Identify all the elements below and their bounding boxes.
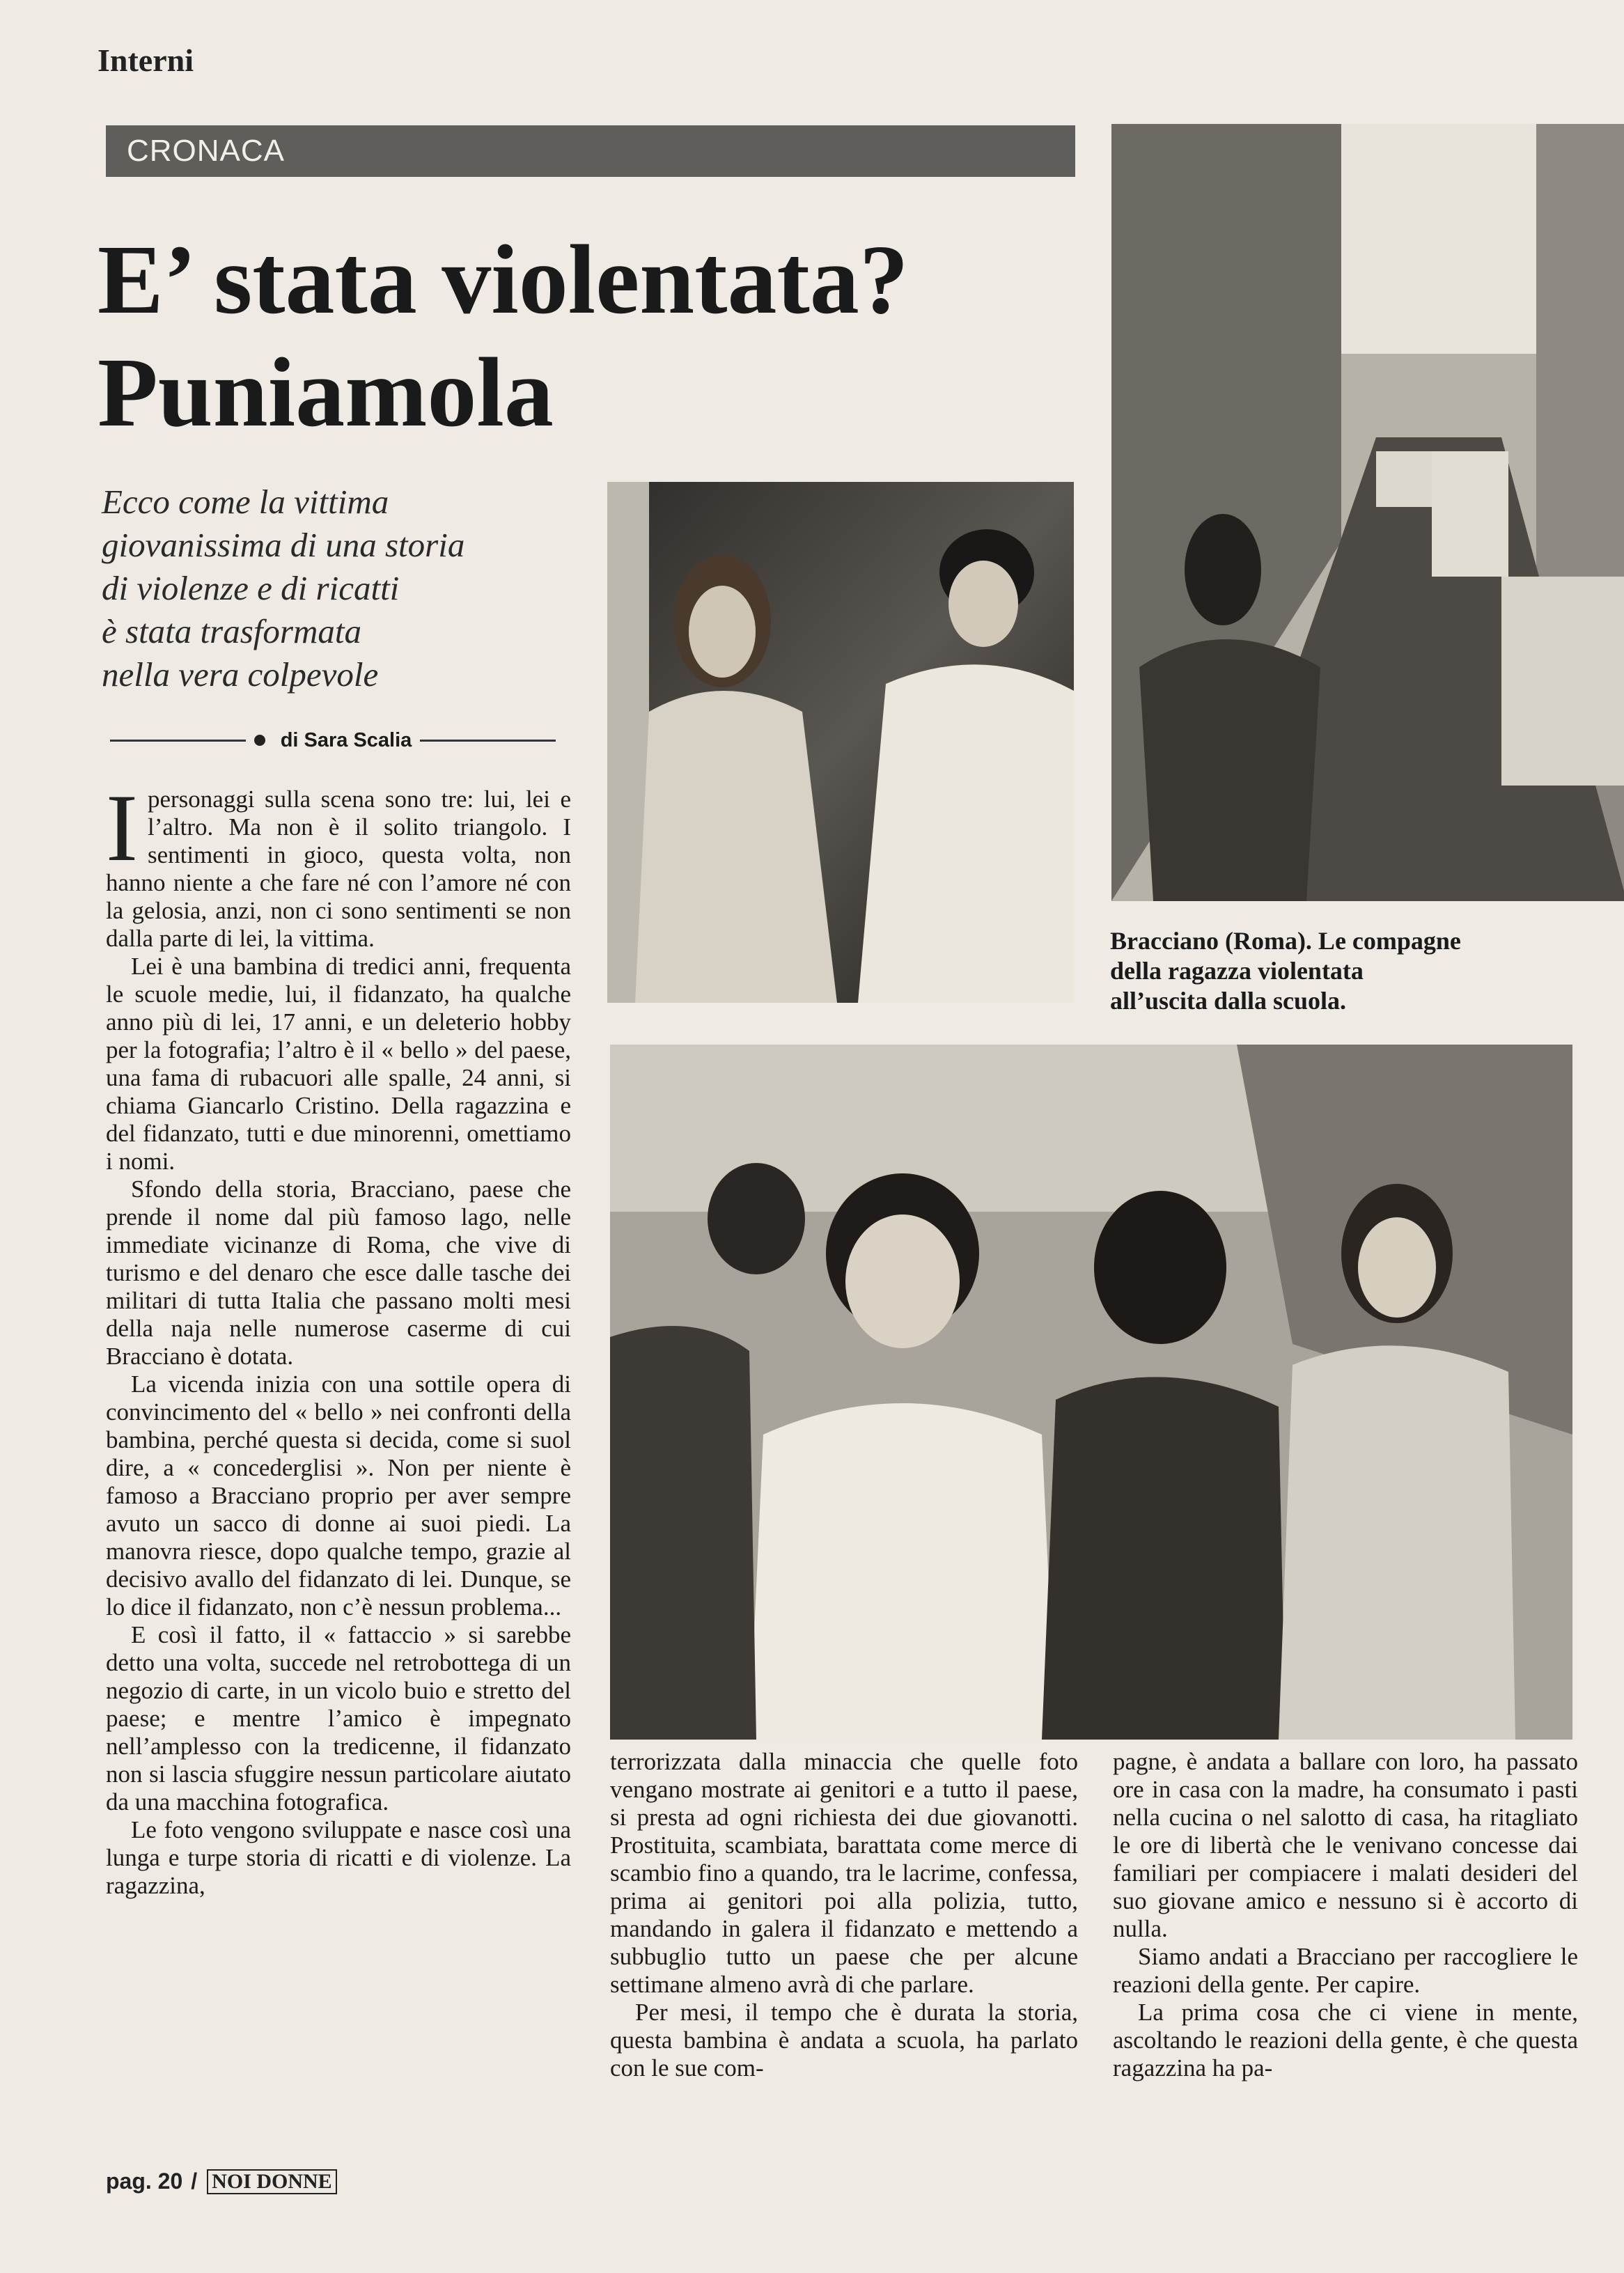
standfirst-line: nella vera colpevole [102, 655, 379, 694]
paragraph: terrorizzata dalla minaccia che quelle foto vengano mostrate ai genitori e a tutto il paese, si presta ad ogni richiesta dei due giovanotti. Prostituita, scambiata, barattata come merce di scambio fino a quando, tra le lacrime, confessa, prima ai genitori poi alla polizia, tutto, mandando in galera il fidanzato e mettendo a subbuglio tutto un paese che per alcune settimane almeno avrà di che parlare. [610, 1748, 1078, 1998]
article-column-1 [106, 774, 571, 1900]
byline-rule-left [110, 740, 246, 742]
caption-line: all’uscita dalla scuola. [1110, 987, 1347, 1015]
paragraph: Le foto vengono sviluppate e nasce così una lunga e turpe storia di ricatti e di violenze. La ragazzina, [106, 1816, 571, 1899]
byline [102, 723, 564, 758]
byline-rule-right [420, 740, 556, 742]
paragraph-text: personaggi sulla scena sono tre: lui, lei e l’altro. Ma non è il solito triangolo. I sentimenti in gioco, questa volta, non hanno niente a che fare né con l’amore né con la gelosia, anzi, non ci sono sentimenti se non dalla parte di lei, la vittima. [106, 786, 571, 952]
paragraph: La vicenda inizia con una sottile opera di convincimento del « bello » nei confronti della bambina, perché questa si decida, come si suol dire, a « concederglisi ». Non per niente è famoso a Bracciano proprio per aver sempre avuto un sacco di donne ai suoi piedi. La manovra riesce, dopo qualche tempo, grazie al decisivo avallo del fidanzato di lei. Dunque, se lo dice il fidanzato, non c’è nessun problema... [106, 1370, 571, 1620]
paragraph: Per mesi, il tempo che è durata la storia, questa bambina è andata a scuola, ha parlato con le sue com- [610, 1999, 1078, 2081]
standfirst-line: è stata trasformata [102, 612, 361, 650]
standfirst-line: Ecco come la vittima [102, 483, 389, 521]
headline-line: Puniamola [97, 337, 554, 447]
standfirst-line: di violenze e di ricatti [102, 569, 400, 607]
photo-students [610, 1045, 1572, 1740]
paragraph [106, 774, 571, 953]
headline-line: E’ stata violentata? [97, 224, 909, 334]
footer-separator: / [191, 2169, 198, 2194]
section-label: Interni [97, 42, 194, 78]
paragraph: Siamo andati a Bracciano per raccogliere le reazioni della gente. Per capire. [1113, 1943, 1578, 1998]
photo-couple [607, 482, 1074, 1003]
standfirst [102, 481, 547, 696]
paragraph: Lei è una bambina di tredici anni, frequenta le scuole medie, lui, il fidanzato, ha qualche anno più di lei, 17 anni, e un deleterio hobby per la fotografia; l’altro è il « bello » del paese, una fama di rubacuori alle spalle, 24 anni, si chiama Giancarlo Cristino. Della ragazzina e del fidanzato, tutti e due minorenni, omettiamo i nomi. [106, 953, 571, 1175]
byline-author: di Sara Scalia [280, 728, 412, 751]
headline [97, 223, 975, 448]
caption-line: Bracciano (Roma). Le compagne [1110, 927, 1461, 955]
photo-street [1111, 124, 1624, 901]
magazine-masthead: NOI DONNE [207, 2169, 337, 2194]
paragraph: E così il fatto, il « fattaccio » si sarebbe detto una volta, succede nel retrobottega di un negozio di carte, in un vicolo buio e stretto del paese; e mentre l’amico è impegnato nell’amplesso con la tredicenne, il fidanzato non si lascia sfuggire nessun particolare aiutato da una macchina fotografica. [106, 1621, 571, 1815]
paragraph: La prima cosa che ci viene in mente, ascoltando le reazioni della gente, è che questa ragazzina ha pa- [1113, 1999, 1578, 2081]
caption-line: della ragazza violentata [1110, 957, 1364, 985]
page-number: pag. 20 [106, 2169, 183, 2194]
photo-caption [1110, 926, 1584, 1016]
rubric-bar: CRONACA [106, 125, 1075, 177]
article-column-2 [610, 1748, 1078, 2082]
street-photo-illustration [1111, 124, 1624, 901]
article-column-3 [1113, 1748, 1578, 2082]
paragraph: pagne, è andata a ballare con loro, ha passato ore in casa con la madre, ha consumato i pasti nella cucina o nel salotto di casa, ha ritagliato le ore di libertà che le venivano concesse dai familiari per compiacere i malati desideri del suo giovane amico e nessuno si è accorto di nulla. [1113, 1748, 1578, 1942]
standfirst-line: giovanissima di una storia [102, 526, 465, 564]
bullet-icon [254, 735, 265, 746]
page-footer [106, 2169, 337, 2194]
couple-photo-illustration [607, 482, 1074, 1003]
paragraph: Sfondo della storia, Bracciano, paese che prende il nome dal più famoso lago, nelle immediate vicinanze di Roma, che vive di turismo e del denaro che esce dalle tasche dei militari di tutta Italia che passano molti mesi della naja nelle numerose caserme di cui Bracciano è dotata. [106, 1175, 571, 1370]
students-photo-illustration [610, 1045, 1572, 1740]
drop-cap: I [106, 774, 138, 881]
